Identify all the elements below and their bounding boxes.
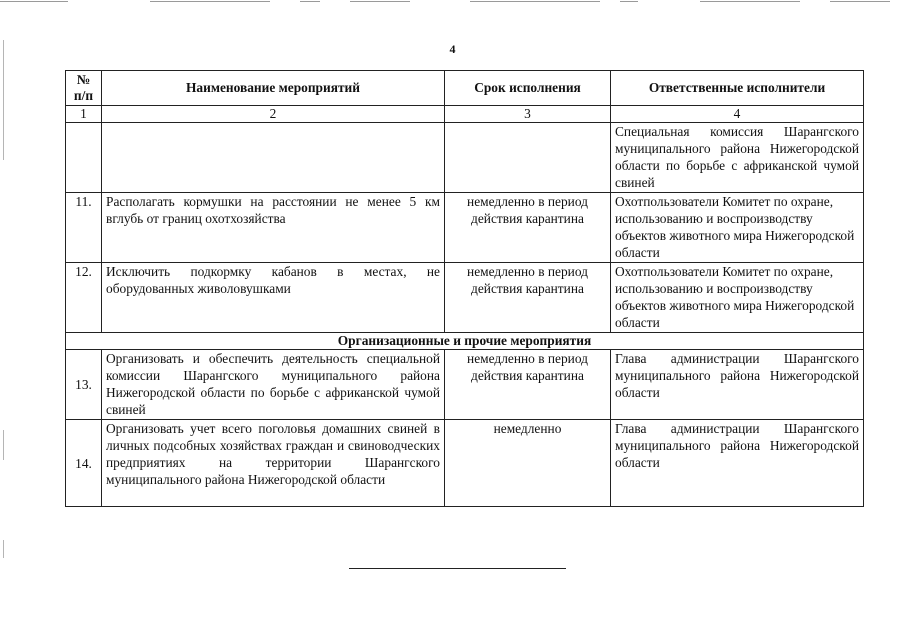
row-name: Располагать кормушки на расстоянии не менее 5 км вглубь от границ охотхозяйства [102,193,445,263]
measures-table [65,70,864,507]
col-header-term: Срок исполнения [445,71,611,106]
row-term: немедленно в период действия карантина [445,350,611,420]
section-row [66,333,864,350]
row-responsible: Глава администрации Шарангского муниципального района Нижегородской области [611,420,864,507]
row-term [445,123,611,193]
table-row [66,193,864,263]
col-header-number: № п/п [66,71,102,106]
row-number: 11. [66,193,102,263]
footer-rule [349,568,566,569]
column-number: 4 [611,106,864,123]
row-term: немедленно [445,420,611,507]
page-number: 4 [449,42,456,56]
column-number: 2 [102,106,445,123]
scan-edge-top [0,0,905,6]
row-name [102,123,445,193]
row-number: 14. [66,420,102,507]
row-number: 13. [66,350,102,420]
table-row [66,350,864,420]
row-responsible: Глава администрации Шарангского муниципального района Нижегородской области [611,350,864,420]
section-title: Организационные и прочие мероприятия [66,333,864,350]
row-name: Организовать учет всего поголовья домашних свиней в личных подсобных хозяйствах граждан и свиноводческих предприятиях на территории Шарангского муниципального района Нижегородской области [102,420,445,507]
row-number: 12. [66,263,102,333]
scan-edge-left [3,540,4,558]
row-responsible: Охотпользователи Комитет по охране, использованию и воспроизводству объектов животного мира Нижегородской области [611,193,864,263]
row-number [66,123,102,193]
table-row [66,420,864,507]
row-responsible: Охотпользователи Комитет по охране, использованию и воспроизводству объектов животного мира Нижегородской области [611,263,864,333]
column-number: 3 [445,106,611,123]
table-header-row [66,71,864,106]
col-header-responsible: Ответственные исполнители [611,71,864,106]
table-row [66,263,864,333]
column-number: 1 [66,106,102,123]
row-name: Исключить подкормку кабанов в местах, не оборудованных живоловушками [102,263,445,333]
row-name: Организовать и обеспечить деятельность специальной комиссии Шарангского муниципального района Нижегородской области по борьбе с африканской чумой свиней [102,350,445,420]
table-row [66,123,864,193]
row-responsible: Специальная комиссия Шарангского муниципального района Нижегородской области по борьбе с африканской чумой свиней [611,123,864,193]
col-header-name: Наименование мероприятий [102,71,445,106]
scan-edge-left [3,40,4,160]
row-term: немедленно в период действия карантина [445,193,611,263]
column-number-row [66,106,864,123]
scan-edge-left [3,430,4,460]
row-term: немедленно в период действия карантина [445,263,611,333]
